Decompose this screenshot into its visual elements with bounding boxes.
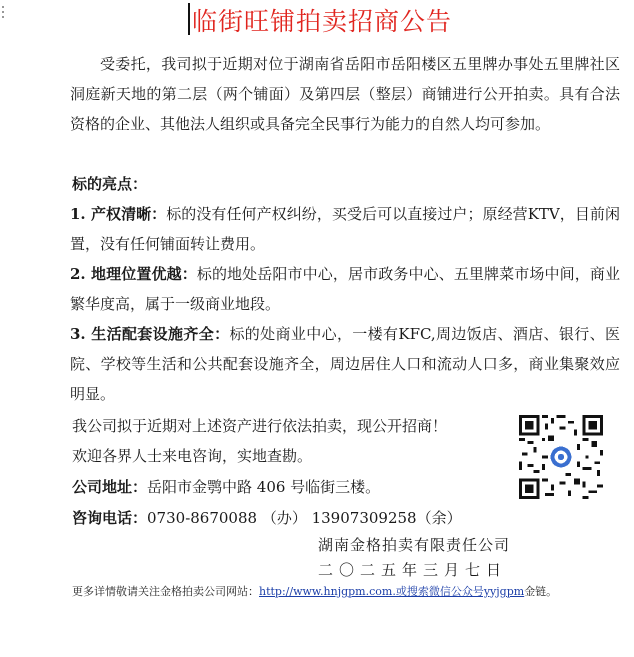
highlight-text-1: 标的没有任何产权纠纷，买受后可以直接过户；原经营KTV，目前闲置，没有任何铺面转让费用。	[70, 205, 620, 253]
footer-note	[72, 583, 557, 599]
invite-line-1: 我公司拟于近期对上述资产进行依法拍卖，现公开招商！	[72, 417, 448, 435]
footer-suffix: 金链。	[524, 585, 558, 598]
address-label: 公司地址：	[72, 478, 148, 496]
page-title: 临街旺铺拍卖招商公告	[192, 7, 453, 36]
qr-code-image	[516, 415, 606, 499]
intro-paragraph: 受委托，我司拟于近期对位于湖南省岳阳市岳阳楼区五里牌办事处五里牌社区洞庭新天地的第二层（两个铺面）及第四层（整层）商铺进行公开拍卖。具有合法资格的企业、其他法人组织或具备完全民事行为能力的自然人均可参加。	[70, 55, 620, 133]
website-link[interactable]: http://www.hnjgpm.com.或搜索微信公众号yyjgpm	[259, 585, 525, 598]
address-value: 岳阳市金鹗中路 406 号临街三楼。	[147, 478, 381, 496]
highlights-heading: 标的亮点：	[72, 175, 148, 193]
phone-row	[72, 506, 462, 530]
highlight-item-3	[70, 319, 620, 409]
highlight-item-2	[70, 259, 620, 319]
address-row	[72, 475, 380, 499]
highlight-label-1: 1. 产权清晰：	[70, 205, 167, 223]
highlight-item-1	[70, 199, 620, 259]
highlight-label-2: 2. 地理位置优越：	[70, 265, 197, 283]
highlight-text-3: 标的处商业中心，一楼有KFC,周边饭店、酒店、银行、医院、学校等生活和公共配套设施齐全，周边居住人口和流动人口多，商业集聚效应明显。	[70, 325, 620, 403]
phone-value: 0730-8670088 （办） 13907309258（余）	[147, 509, 462, 527]
company-name: 湖南金格拍卖有限责任公司	[318, 536, 511, 554]
footer-prefix: 更多详情敬请关注金格拍卖公司网站：	[72, 585, 259, 598]
highlight-text-2: 标的地处岳阳市中心，居市政务中心、五里牌菜市场中间，商业繁华度高，属于一级商业地段。	[70, 265, 620, 313]
phone-label: 咨询电话：	[72, 509, 148, 527]
text-cursor	[188, 3, 190, 35]
drag-handle[interactable]	[2, 6, 6, 21]
highlight-label-3: 3. 生活配套设施齐全：	[70, 325, 230, 343]
invite-line-2: 欢迎各界人士来电咨询，实地查勘。	[72, 447, 313, 465]
issue-date: 二〇二五年三月七日	[318, 561, 508, 579]
